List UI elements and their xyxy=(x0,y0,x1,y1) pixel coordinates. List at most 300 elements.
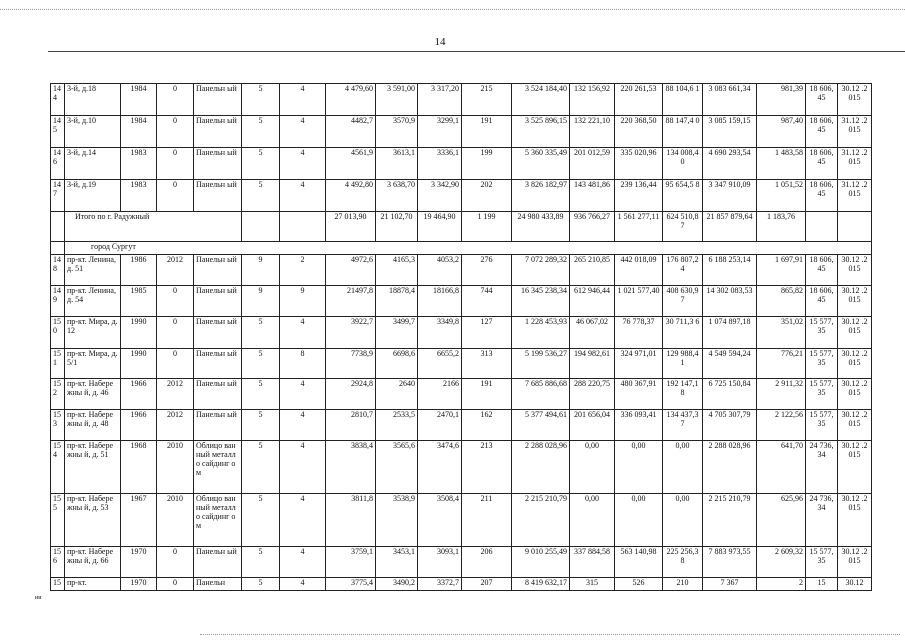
residential-area: 3372,7 xyxy=(418,578,462,591)
living-area: 18878,4 xyxy=(376,286,418,317)
residential-area: 3336,1 xyxy=(418,148,462,180)
cost-budget-a: 526 xyxy=(615,578,663,591)
wall-material: Панельн ый xyxy=(194,317,242,349)
limit-per-m2: 15 577, 35 xyxy=(806,547,838,578)
residents: 211 xyxy=(462,494,512,547)
wall-material: Панельн ый xyxy=(194,180,242,212)
total-area: 3922,7 xyxy=(326,317,376,349)
cost-owners: 3 347 910,09 xyxy=(703,180,757,212)
total-cost: 3 826 182,97 xyxy=(512,180,570,212)
cost-budget-a: 220 368,50 xyxy=(615,116,663,148)
year-built: 1986 xyxy=(121,255,157,286)
total-area: 21497,8 xyxy=(326,286,376,317)
cost-budget-b: 129 988,4 1 xyxy=(663,349,703,379)
total-cost-fund: 936 766,27 xyxy=(570,212,615,242)
residents: 127 xyxy=(462,317,512,349)
row-number: 14 6 xyxy=(51,148,65,180)
cost-fund: 315 xyxy=(570,578,615,591)
cost-per-m2: 641,70 xyxy=(757,441,806,494)
wall-material: Панельн xyxy=(194,578,242,591)
cost-owners: 1 074 897,18 xyxy=(703,317,757,349)
entrances: 8 xyxy=(280,349,326,379)
table-row xyxy=(51,441,872,494)
total-cost-per-m2: 1 183,76 xyxy=(757,212,806,242)
table-row xyxy=(51,379,872,410)
cost-per-m2: 2 122,56 xyxy=(757,410,806,441)
total-area: 4561,9 xyxy=(326,148,376,180)
blank-cell xyxy=(280,212,326,242)
entrances: 4 xyxy=(280,148,326,180)
residents: 215 xyxy=(462,84,512,116)
cost-budget-a: 0,00 xyxy=(615,441,663,494)
total-cost: 7 072 289,32 xyxy=(512,255,570,286)
residential-area: 3 317,20 xyxy=(418,84,462,116)
cost-per-m2: 776,21 xyxy=(757,349,806,379)
completion-date: 30.12 .2015 xyxy=(838,84,872,116)
cost-budget-a: 220 261,53 xyxy=(615,84,663,116)
total-area: 3838,4 xyxy=(326,441,376,494)
cost-budget-b: 0,00 xyxy=(663,441,703,494)
completion-date: 30.12 .2015 xyxy=(838,349,872,379)
residential-area: 3349,8 xyxy=(418,317,462,349)
living-area: 3 591,00 xyxy=(376,84,418,116)
table-row xyxy=(51,286,872,317)
floors: 5 xyxy=(242,180,280,212)
limit-per-m2: 15 577, 35 xyxy=(806,317,838,349)
residents: 276 xyxy=(462,255,512,286)
cost-budget-a: 324 971,01 xyxy=(615,349,663,379)
entrances: 4 xyxy=(280,116,326,148)
limit-per-m2: 18 606, 45 xyxy=(806,286,838,317)
floors: 5 xyxy=(242,494,280,547)
address: пр-кт. Ленина, д. 54 xyxy=(65,286,121,317)
year-built: 1983 xyxy=(121,148,157,180)
year-renovated: 0 xyxy=(157,317,194,349)
living-area: 4165,3 xyxy=(376,255,418,286)
table-row xyxy=(51,547,872,578)
cost-fund: 337 884,58 xyxy=(570,547,615,578)
cost-budget-b: 88 147,4 0 xyxy=(663,116,703,148)
cost-per-m2: 351,02 xyxy=(757,317,806,349)
cost-owners: 4 705 307,79 xyxy=(703,410,757,441)
limit-per-m2: 15 577, 35 xyxy=(806,410,838,441)
year-renovated: 0 xyxy=(157,180,194,212)
cost-fund: 612 946,44 xyxy=(570,286,615,317)
address: пр-кт. Ленина, д. 51 xyxy=(65,255,121,286)
completion-date: 30.12 .2015 xyxy=(838,494,872,547)
cost-fund: 201 656,04 xyxy=(570,410,615,441)
completion-date: 31.12 .2015 xyxy=(838,148,872,180)
cost-owners: 7 367 xyxy=(703,578,757,591)
living-area: 3453,1 xyxy=(376,547,418,578)
total-cost: 9 010 255,49 xyxy=(512,547,570,578)
total-area: 7738,9 xyxy=(326,349,376,379)
cost-per-m2: 1 051,52 xyxy=(757,180,806,212)
year-renovated: 2012 xyxy=(157,255,194,286)
city-row xyxy=(51,242,872,255)
floors: 5 xyxy=(242,410,280,441)
cost-budget-a: 76 778,37 xyxy=(615,317,663,349)
address: пр-кт. Набережны й, д. 48 xyxy=(65,410,121,441)
address: пр-кт. Набережны й, д. 51 xyxy=(65,441,121,494)
year-renovated: 0 xyxy=(157,547,194,578)
cost-budget-a: 1 021 577,40 xyxy=(615,286,663,317)
year-built: 1985 xyxy=(121,286,157,317)
residential-area: 4053,2 xyxy=(418,255,462,286)
row-number: 15 xyxy=(51,578,65,591)
cost-budget-b: 134 437,3 7 xyxy=(663,410,703,441)
cost-owners: 7 883 973,55 xyxy=(703,547,757,578)
entrances: 4 xyxy=(280,180,326,212)
cost-budget-b: 176 807,2 4 xyxy=(663,255,703,286)
floors: 5 xyxy=(242,317,280,349)
completion-date: 31.12 .2015 xyxy=(838,180,872,212)
cost-fund: 0,00 xyxy=(570,494,615,547)
completion-date: 30.12 .2015 xyxy=(838,255,872,286)
limit-per-m2: 18 606, 45 xyxy=(806,180,838,212)
floors: 5 xyxy=(242,84,280,116)
year-renovated: 2010 xyxy=(157,441,194,494)
year-built: 1967 xyxy=(121,494,157,547)
residential-area: 3299,1 xyxy=(418,116,462,148)
limit-per-m2: 15 xyxy=(806,578,838,591)
total-area: 4482,7 xyxy=(326,116,376,148)
cost-per-m2: 987,40 xyxy=(757,116,806,148)
year-built: 1990 xyxy=(121,317,157,349)
row-number: 14 8 xyxy=(51,255,65,286)
address: 3-й, д.18 xyxy=(65,84,121,116)
limit-per-m2: 24 736, 34 xyxy=(806,441,838,494)
cost-owners: 14 302 083,53 xyxy=(703,286,757,317)
floors: 5 xyxy=(242,148,280,180)
total-cost: 8 419 632,17 xyxy=(512,578,570,591)
total-cost: 16 345 238,34 xyxy=(512,286,570,317)
total-area: 2924,8 xyxy=(326,379,376,410)
floors: 9 xyxy=(242,286,280,317)
address: 3-й, д.19 xyxy=(65,180,121,212)
living-area: 3565,6 xyxy=(376,441,418,494)
cost-owners: 4 690 293,54 xyxy=(703,148,757,180)
cost-owners: 2 288 028,96 xyxy=(703,441,757,494)
cost-fund: 132 156,92 xyxy=(570,84,615,116)
year-built: 1968 xyxy=(121,441,157,494)
living-area: 6698,6 xyxy=(376,349,418,379)
total-label: Итого по г. Радужный xyxy=(65,212,242,242)
floors: 5 xyxy=(242,116,280,148)
cost-per-m2: 1 483,58 xyxy=(757,148,806,180)
cost-fund: 265 210,85 xyxy=(570,255,615,286)
cost-budget-b: 88 104,6 1 xyxy=(663,84,703,116)
total-cost: 5 377 494,61 xyxy=(512,410,570,441)
residential-area: 18166,8 xyxy=(418,286,462,317)
cost-budget-b: 95 654,5 8 xyxy=(663,180,703,212)
living-area: 3499,7 xyxy=(376,317,418,349)
row-number: 15 4 xyxy=(51,441,65,494)
total-residential-area: 19 464,90 xyxy=(418,212,462,242)
residents: 744 xyxy=(462,286,512,317)
cost-owners: 4 549 594,24 xyxy=(703,349,757,379)
total-completion-date xyxy=(838,212,872,242)
row-number: 15 3 xyxy=(51,410,65,441)
living-area: 2533,5 xyxy=(376,410,418,441)
total-area: 3775,4 xyxy=(326,578,376,591)
table-row xyxy=(51,84,872,116)
residents: 191 xyxy=(462,379,512,410)
year-renovated: 0 xyxy=(157,148,194,180)
residential-area: 3 342,90 xyxy=(418,180,462,212)
year-renovated: 0 xyxy=(157,116,194,148)
living-area: 3490,2 xyxy=(376,578,418,591)
year-renovated: 2010 xyxy=(157,494,194,547)
entrances: 4 xyxy=(280,317,326,349)
residents: 191 xyxy=(462,116,512,148)
living-area: 3613,1 xyxy=(376,148,418,180)
total-area: 4 492,80 xyxy=(326,180,376,212)
year-built: 1984 xyxy=(121,84,157,116)
row-number: 15 5 xyxy=(51,494,65,547)
table-row xyxy=(51,494,872,547)
table-row xyxy=(51,578,872,591)
total-total-cost: 24 980 433,89 xyxy=(512,212,570,242)
entrances: 2 xyxy=(280,255,326,286)
address: пр-кт. Мира, д. 5/1 xyxy=(65,349,121,379)
year-built: 1990 xyxy=(121,349,157,379)
total-cost: 7 685 886,68 xyxy=(512,379,570,410)
year-renovated: 2012 xyxy=(157,410,194,441)
limit-per-m2: 15 577, 35 xyxy=(806,379,838,410)
cost-owners: 6 188 253,14 xyxy=(703,255,757,286)
cost-per-m2: 981,39 xyxy=(757,84,806,116)
cost-budget-a: 239 136,44 xyxy=(615,180,663,212)
cost-owners: 3 085 159,15 xyxy=(703,116,757,148)
residential-area: 3474,6 xyxy=(418,441,462,494)
total-area: 4 479,60 xyxy=(326,84,376,116)
cost-fund: 288 220,75 xyxy=(570,379,615,410)
cost-owners: 2 215 210,79 xyxy=(703,494,757,547)
entrances: 9 xyxy=(280,286,326,317)
entrances: 4 xyxy=(280,410,326,441)
cost-fund: 46 067,02 xyxy=(570,317,615,349)
total-cost: 5 360 335,49 xyxy=(512,148,570,180)
cost-budget-a: 0,00 xyxy=(615,494,663,547)
wall-material: Панельн ый xyxy=(194,84,242,116)
entrances: 4 xyxy=(280,379,326,410)
residents: 199 xyxy=(462,148,512,180)
row-number xyxy=(51,212,65,242)
cost-budget-b: 134 008,4 0 xyxy=(663,148,703,180)
table-row xyxy=(51,180,872,212)
total-cost: 3 524 184,40 xyxy=(512,84,570,116)
cost-budget-b: 225 256,3 8 xyxy=(663,547,703,578)
total-total-area: 27 013,90 xyxy=(326,212,376,242)
total-cost: 5 199 536,27 xyxy=(512,349,570,379)
floors: 5 xyxy=(242,578,280,591)
cost-budget-b: 192 147,1 8 xyxy=(663,379,703,410)
limit-per-m2: 18 606, 45 xyxy=(806,255,838,286)
residents: 162 xyxy=(462,410,512,441)
residents: 207 xyxy=(462,578,512,591)
cost-per-m2: 865,82 xyxy=(757,286,806,317)
cost-budget-a: 480 367,91 xyxy=(615,379,663,410)
address: пр-кт. Набережны й, д. 66 xyxy=(65,547,121,578)
cost-budget-a: 563 140,98 xyxy=(615,547,663,578)
residents: 313 xyxy=(462,349,512,379)
entrances: 4 xyxy=(280,494,326,547)
row-number: 14 5 xyxy=(51,116,65,148)
residential-area: 2470,1 xyxy=(418,410,462,441)
year-built: 1970 xyxy=(121,547,157,578)
address: пр-кт. Набережны й, д. 46 xyxy=(65,379,121,410)
header-rule xyxy=(48,51,905,52)
residents: 213 xyxy=(462,441,512,494)
row-number: 14 4 xyxy=(51,84,65,116)
total-cost: 2 288 028,96 xyxy=(512,441,570,494)
wall-material: Панельн ый xyxy=(194,255,242,286)
total-area: 3759,1 xyxy=(326,547,376,578)
cost-owners: 3 083 661,34 xyxy=(703,84,757,116)
living-area: 3570,9 xyxy=(376,116,418,148)
cost-per-m2: 1 697,91 xyxy=(757,255,806,286)
address: пр-кт. xyxy=(65,578,121,591)
total-cost: 3 525 896,15 xyxy=(512,116,570,148)
scan-bottom-edge xyxy=(200,634,900,635)
table-row xyxy=(51,148,872,180)
wall-material: Панельн ый xyxy=(194,410,242,441)
row-number: 14 7 xyxy=(51,180,65,212)
year-built: 1970 xyxy=(121,578,157,591)
floors: 5 xyxy=(242,441,280,494)
row-number: 15 6 xyxy=(51,547,65,578)
limit-per-m2: 18 606, 45 xyxy=(806,84,838,116)
housing-registry-table xyxy=(50,83,872,591)
wall-material: Панельн ый xyxy=(194,547,242,578)
residents: 202 xyxy=(462,180,512,212)
wall-material: Облицо ванный металло сайдинг ом xyxy=(194,494,242,547)
year-renovated: 0 xyxy=(157,578,194,591)
residents: 206 xyxy=(462,547,512,578)
completion-date: 31.12 .2015 xyxy=(838,116,872,148)
residential-area: 2166 xyxy=(418,379,462,410)
cost-per-m2: 2 609,32 xyxy=(757,547,806,578)
living-area: 2640 xyxy=(376,379,418,410)
completion-date: 30.12 .2015 xyxy=(838,286,872,317)
cost-fund: 194 982,61 xyxy=(570,349,615,379)
total-cost-owners: 21 857 879,64 xyxy=(703,212,757,242)
footer-mark: ии xyxy=(35,595,42,601)
table-row xyxy=(51,255,872,286)
table-row xyxy=(51,317,872,349)
row-number xyxy=(51,242,65,255)
wall-material: Облицо ванный металло сайдинг ом xyxy=(194,441,242,494)
cost-budget-a: 442 018,09 xyxy=(615,255,663,286)
cost-budget-a: 335 020,96 xyxy=(615,148,663,180)
total-area: 2810,7 xyxy=(326,410,376,441)
table-row xyxy=(51,116,872,148)
page-number: 14 xyxy=(434,36,446,48)
cost-budget-a: 336 093,41 xyxy=(615,410,663,441)
year-built: 1966 xyxy=(121,379,157,410)
residential-area: 3508,4 xyxy=(418,494,462,547)
cost-fund: 0,00 xyxy=(570,441,615,494)
cost-budget-b: 30 711,3 6 xyxy=(663,317,703,349)
cost-fund: 201 012,59 xyxy=(570,148,615,180)
entrances: 4 xyxy=(280,578,326,591)
completion-date: 30.12 .2015 xyxy=(838,410,872,441)
row-number: 14 9 xyxy=(51,286,65,317)
floors: 5 xyxy=(242,349,280,379)
floors: 5 xyxy=(242,379,280,410)
year-renovated: 0 xyxy=(157,349,194,379)
floors: 5 xyxy=(242,547,280,578)
year-built: 1983 xyxy=(121,180,157,212)
entrances: 4 xyxy=(280,441,326,494)
cost-budget-b: 210 xyxy=(663,578,703,591)
cost-per-m2: 625,96 xyxy=(757,494,806,547)
total-cost: 1 228 453,93 xyxy=(512,317,570,349)
completion-date: 30.12 .2015 xyxy=(838,317,872,349)
total-residents: 1 199 xyxy=(462,212,512,242)
cost-budget-b: 0,00 xyxy=(663,494,703,547)
completion-date: 30.12 .2015 xyxy=(838,547,872,578)
limit-per-m2: 18 606, 45 xyxy=(806,116,838,148)
total-living-area: 21 102,70 xyxy=(376,212,418,242)
completion-date: 30.12 .2015 xyxy=(838,441,872,494)
completion-date: 30.12 xyxy=(838,578,872,591)
residential-area: 3093,1 xyxy=(418,547,462,578)
cost-budget-b: 408 630,9 7 xyxy=(663,286,703,317)
address: 3-й, д.14 xyxy=(65,148,121,180)
row-number: 15 2 xyxy=(51,379,65,410)
wall-material: Панельн ый xyxy=(194,379,242,410)
year-renovated: 2012 xyxy=(157,379,194,410)
total-limit-per-m2 xyxy=(806,212,838,242)
entrances: 4 xyxy=(280,547,326,578)
cost-per-m2: 2 911,32 xyxy=(757,379,806,410)
row-number: 15 0 xyxy=(51,317,65,349)
year-built: 1984 xyxy=(121,116,157,148)
limit-per-m2: 15 577, 35 xyxy=(806,349,838,379)
address: 3-й, д.10 xyxy=(65,116,121,148)
total-row xyxy=(51,212,872,242)
scan-top-edge xyxy=(0,9,905,10)
total-area: 3811,8 xyxy=(326,494,376,547)
year-renovated: 0 xyxy=(157,286,194,317)
table-row xyxy=(51,410,872,441)
total-cost-budget-a: 1 561 277,11 xyxy=(615,212,663,242)
address: пр-кт. Мира, д. 12 xyxy=(65,317,121,349)
wall-material: Панельн ый xyxy=(194,116,242,148)
row-number: 15 1 xyxy=(51,349,65,379)
wall-material: Панельн ый xyxy=(194,349,242,379)
year-built: 1966 xyxy=(121,410,157,441)
living-area: 3538,9 xyxy=(376,494,418,547)
completion-date: 30.12 .2015 xyxy=(838,379,872,410)
limit-per-m2: 18 606, 45 xyxy=(806,148,838,180)
table-row xyxy=(51,349,872,379)
cost-per-m2: 2 xyxy=(757,578,806,591)
blank-cell xyxy=(242,212,280,242)
floors: 9 xyxy=(242,255,280,286)
total-cost: 2 215 210,79 xyxy=(512,494,570,547)
limit-per-m2: 24 736, 34 xyxy=(806,494,838,547)
cost-fund: 132 221,10 xyxy=(570,116,615,148)
cost-fund: 143 481,86 xyxy=(570,180,615,212)
address: пр-кт. Набережны й, д. 53 xyxy=(65,494,121,547)
living-area: 3 638,70 xyxy=(376,180,418,212)
year-renovated: 0 xyxy=(157,84,194,116)
city-heading: город Сургут xyxy=(65,242,872,255)
residential-area: 6655,2 xyxy=(418,349,462,379)
